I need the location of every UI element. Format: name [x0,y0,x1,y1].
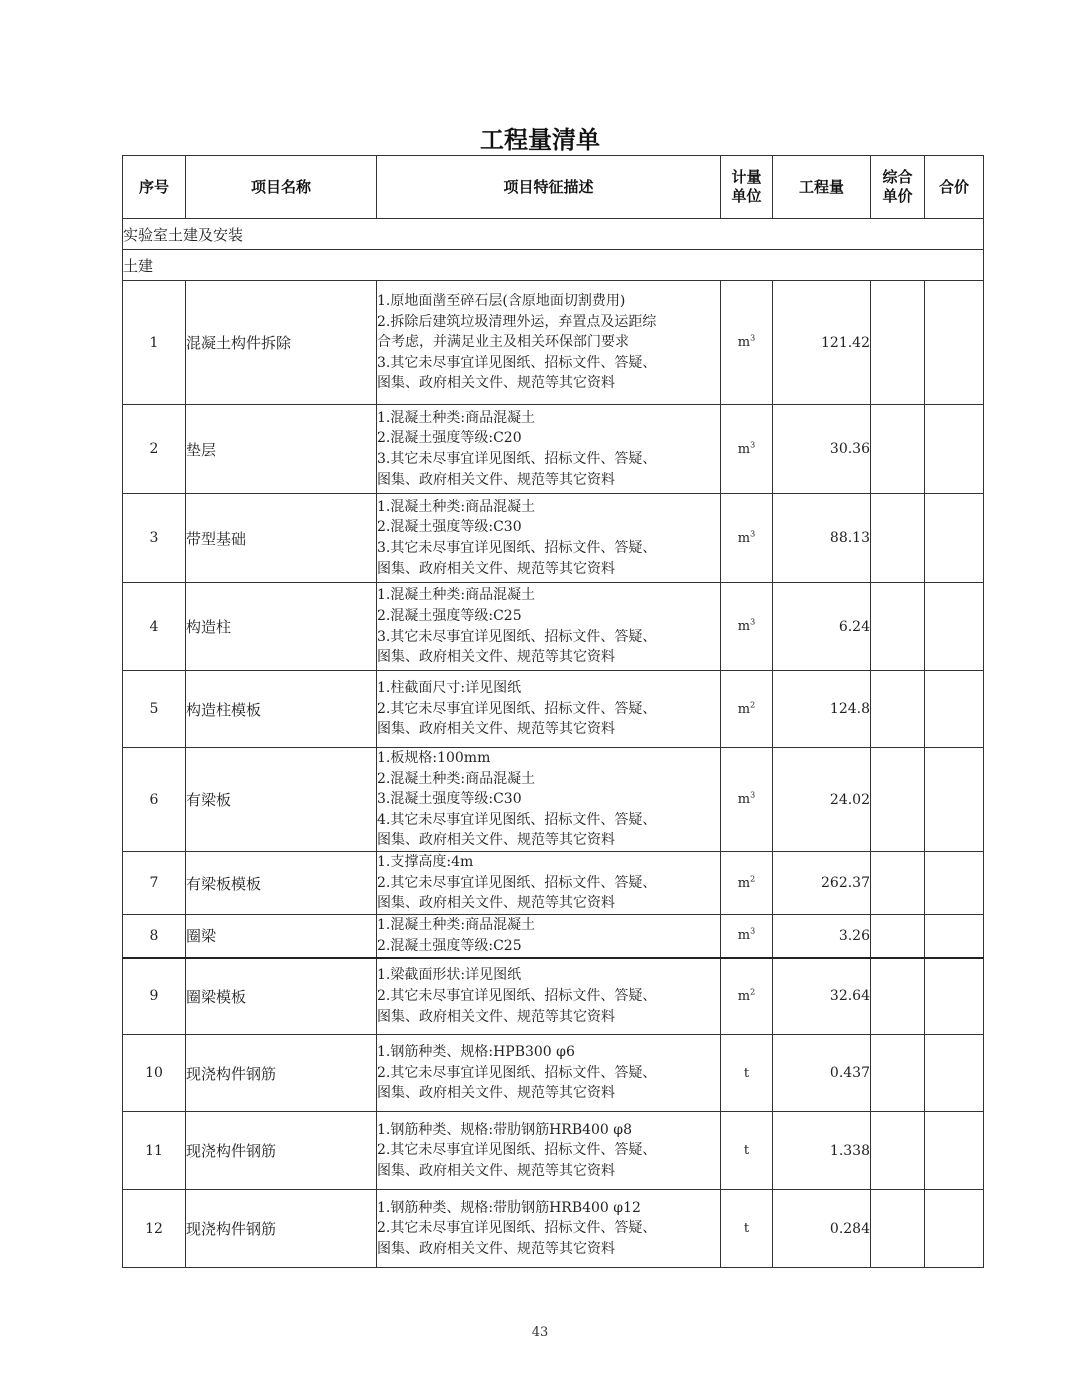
item-name: 带型基础 [186,494,377,583]
item-unit [721,852,773,915]
table-row [123,852,984,915]
item-description [377,405,721,494]
description-line: 1.混凝土种类:商品混凝土 [377,498,536,515]
table-row [123,1035,984,1112]
item-total-price [925,958,984,1035]
item-name: 构造柱模板 [186,671,377,748]
item-quantity: 88.13 [773,494,871,583]
item-unit [721,748,773,852]
item-name: 有梁板 [186,748,377,852]
header-total: 合价 [925,156,984,219]
description-line: 图集、政府相关文件、规范等其它资料 [377,560,615,577]
unit-base: m [737,988,751,1004]
item-unit-price [871,748,925,852]
item-no: 4 [123,583,186,671]
description-line: 图集、政府相关文件、规范等其它资料 [377,1162,615,1179]
description-line: 1.钢筋种类、规格:带肋钢筋HRB400 φ12 [377,1199,641,1216]
item-unit [721,1190,773,1268]
unit-exponent: 3 [750,333,756,343]
description-line: 合考虑，并满足业主及相关环保部门要求 [377,334,629,351]
item-quantity: 121.42 [773,281,871,405]
description-line: 1.板规格:100mm [377,750,491,767]
table-row [123,958,984,1035]
item-total-price [925,281,984,405]
table-row [123,281,984,405]
description-line: 2.其它未尽事宜详见图纸、招标文件、答疑、 [377,1142,657,1159]
item-total-price [925,1190,984,1268]
description-line: 1.钢筋种类、规格:HPB300 φ6 [377,1044,575,1061]
item-no: 1 [123,281,186,405]
item-no: 10 [123,1035,186,1112]
item-unit [721,1112,773,1190]
item-no: 6 [123,748,186,852]
item-quantity: 262.37 [773,852,871,915]
unit-base: m [737,441,751,457]
description-line: 2.混凝土强度等级:C25 [377,607,522,624]
description-line: 图集、政府相关文件、规范等其它资料 [377,832,615,849]
description-line: 3.其它未尽事宜详见图纸、招标文件、答疑、 [377,540,657,556]
description-line: 1.混凝土种类:商品混凝土 [377,409,536,426]
item-unit [721,405,773,494]
unit-base: m [737,928,751,944]
description-line: 1.混凝土种类:商品混凝土 [377,917,536,934]
description-line: 图集、政府相关文件、规范等其它资料 [377,375,615,392]
item-name: 混凝土构件拆除 [186,281,377,405]
description-line: 1.梁截面形状:详见图纸 [377,967,522,984]
header-price [871,156,925,219]
item-total-price [925,1035,984,1112]
description-line: 2.其它未尽事宜详见图纸、招标文件、答疑、 [377,874,657,891]
page-title: 工程量清单 [480,126,600,154]
unit-exponent: 2 [750,987,756,997]
item-unit [721,915,773,958]
table-row [123,748,984,852]
item-unit-price [871,915,925,958]
item-unit-price [871,405,925,494]
item-description [377,281,721,405]
description-line: 3.混凝土强度等级:C30 [377,791,522,808]
unit-base: m [737,701,751,717]
item-name: 构造柱 [186,583,377,671]
table-row [123,494,984,583]
item-unit-price [871,1035,925,1112]
bill-of-quantities-table [122,155,984,1268]
description-line: 2.其它未尽事宜详见图纸、招标文件、答疑、 [377,1064,657,1081]
item-total-price [925,405,984,494]
header-desc: 项目特征描述 [377,156,721,219]
header-no: 序号 [123,156,186,219]
header-name: 项目名称 [186,156,377,219]
item-description [377,494,721,583]
description-line: 图集、政府相关文件、规范等其它资料 [377,721,615,738]
unit-exponent: 3 [750,617,756,627]
header-qty: 工程量 [773,156,871,219]
description-line: 2.其它未尽事宜详见图纸、招标文件、答疑、 [377,987,657,1004]
description-line: 1.原地面凿至碎石层(含原地面切割费用) [377,293,626,310]
table-row [123,1112,984,1190]
section-row [123,250,984,281]
description-line: 1.混凝土种类:商品混凝土 [377,587,536,604]
item-description [377,583,721,671]
item-no: 8 [123,915,186,958]
item-quantity: 32.64 [773,958,871,1035]
unit-exponent: 3 [750,790,756,800]
description-line: 3.其它未尽事宜详见图纸、招标文件、答疑、 [377,628,657,645]
unit-base: m [737,530,751,546]
item-description [377,958,721,1035]
item-unit [721,671,773,748]
item-unit-price [871,583,925,671]
table-row [123,405,984,494]
item-name: 垫层 [186,405,377,494]
item-description [377,1035,721,1112]
item-description [377,748,721,852]
header-row [123,156,984,219]
item-name: 圈梁模板 [186,958,377,1035]
item-quantity: 3.26 [773,915,871,958]
unit-base: m [737,875,751,891]
item-no: 2 [123,405,186,494]
item-unit-price [871,494,925,583]
description-line: 2.混凝土强度等级:C20 [377,430,522,447]
item-name: 圈梁 [186,915,377,958]
item-name: 现浇构件钢筋 [186,1190,377,1268]
item-unit [721,583,773,671]
unit-base: t [743,1143,750,1158]
table-row [123,1190,984,1268]
description-line: 图集、政府相关文件、规范等其它资料 [377,1240,615,1257]
description-line: 3.其它未尽事宜详见图纸、招标文件、答疑、 [377,451,657,467]
item-unit-price [871,281,925,405]
item-name: 现浇构件钢筋 [186,1112,377,1190]
item-description [377,1190,721,1268]
item-quantity: 124.8 [773,671,871,748]
unit-base: t [743,1221,750,1236]
item-description [377,1112,721,1190]
description-line: 2.拆除后建筑垃圾清理外运，弃置点及运距综 [377,313,657,330]
header-unit-line2: 单位 [731,187,762,205]
item-unit [721,1035,773,1112]
description-line: 3.其它未尽事宜详见图纸、招标文件、答疑、 [377,354,657,371]
section-subtitle: 土建 [123,250,984,281]
item-quantity: 0.284 [773,1190,871,1268]
item-no: 7 [123,852,186,915]
description-line: 2.混凝土强度等级:C25 [377,937,522,954]
table-row [123,915,984,958]
description-line: 1.支撑高度:4m [377,854,474,871]
unit-exponent: 3 [750,926,756,936]
description-line: 图集、政府相关文件、规范等其它资料 [377,649,615,666]
header-unit-line1: 计量 [731,168,762,186]
item-quantity: 0.437 [773,1035,871,1112]
unit-base: m [737,335,751,350]
item-no: 5 [123,671,186,748]
description-line: 1.柱截面尺寸:详见图纸 [377,680,522,697]
page-number: 43 [531,1325,549,1340]
description-line: 4.其它未尽事宜详见图纸、招标文件、答疑、 [377,811,657,828]
item-unit [721,494,773,583]
item-no: 9 [123,958,186,1035]
unit-base: m [737,792,751,807]
item-no: 11 [123,1112,186,1190]
item-unit [721,958,773,1035]
unit-base: m [737,619,751,634]
item-no: 12 [123,1190,186,1268]
item-unit-price [871,1112,925,1190]
item-quantity: 1.338 [773,1112,871,1190]
item-total-price [925,915,984,958]
section-title: 实验室土建及安装 [123,219,984,250]
item-description [377,852,721,915]
table-row [123,583,984,671]
table-row [123,671,984,748]
header-price-line1: 综合 [882,168,913,186]
unit-exponent: 3 [750,529,756,539]
description-line: 2.其它未尽事宜详见图纸、招标文件、答疑、 [377,1220,657,1237]
item-total-price [925,494,984,583]
item-no: 3 [123,494,186,583]
header-price-line2: 单价 [882,187,913,205]
item-name: 现浇构件钢筋 [186,1035,377,1112]
item-unit-price [871,958,925,1035]
section-row [123,219,984,250]
description-line: 1.钢筋种类、规格:带肋钢筋HRB400 φ8 [377,1121,632,1138]
description-line: 图集、政府相关文件、规范等其它资料 [377,1008,615,1025]
description-line: 图集、政府相关文件、规范等其它资料 [377,471,615,488]
item-name: 有梁板模板 [186,852,377,915]
item-total-price [925,583,984,671]
unit-exponent: 2 [750,874,756,884]
description-line: 图集、政府相关文件、规范等其它资料 [377,1085,615,1102]
item-total-price [925,671,984,748]
unit-base: t [743,1065,750,1081]
item-total-price [925,748,984,852]
item-quantity: 6.24 [773,583,871,671]
item-unit-price [871,1190,925,1268]
description-line: 2.混凝土种类:商品混凝土 [377,770,536,787]
header-unit [721,156,773,219]
item-description [377,915,721,958]
description-line: 图集、政府相关文件、规范等其它资料 [377,895,615,912]
item-description [377,671,721,748]
item-unit-price [871,852,925,915]
item-total-price [925,852,984,915]
description-line: 2.其它未尽事宜详见图纸、招标文件、答疑、 [377,700,657,717]
item-unit [721,281,773,405]
description-line: 2.混凝土强度等级:C30 [377,519,522,536]
item-quantity: 24.02 [773,748,871,852]
unit-exponent: 2 [750,700,756,710]
item-unit-price [871,671,925,748]
item-quantity: 30.36 [773,405,871,494]
item-total-price [925,1112,984,1190]
unit-exponent: 3 [750,440,756,450]
